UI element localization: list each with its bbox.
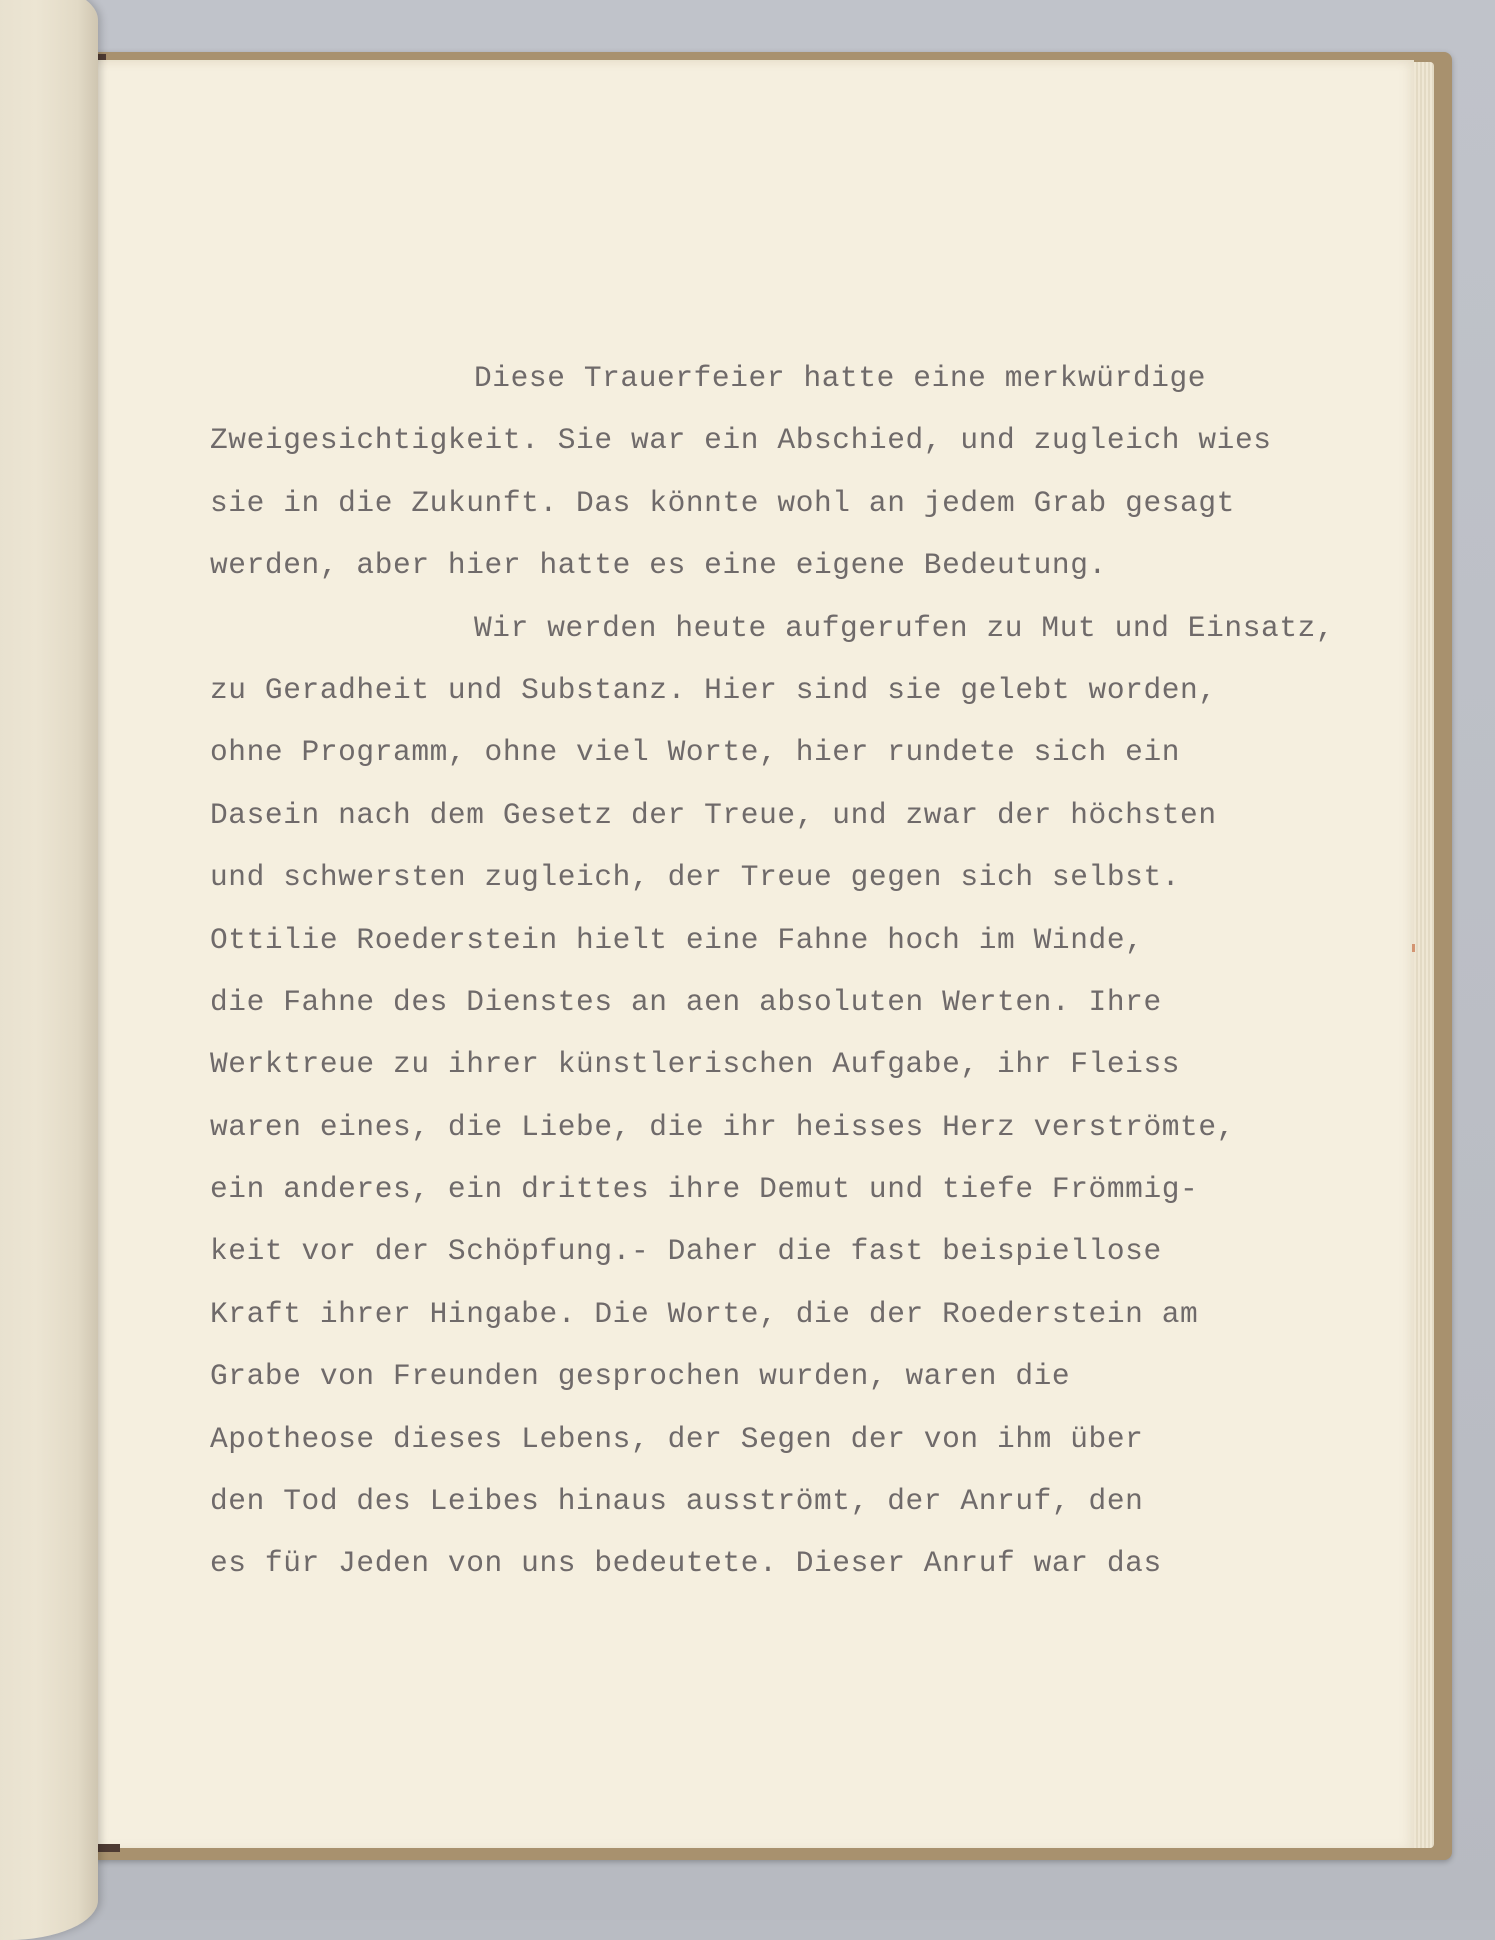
text-line: Zweigesichtigkeit. Sie war ein Abschied, und zugleich wies — [210, 423, 1272, 458]
text-line: den Tod des Leibes hinaus ausströmt, der Anruf, den — [210, 1484, 1144, 1519]
text-line: und schwersten zugleich, der Treue gegen sich selbst. — [210, 860, 1181, 895]
text-line: Diese Trauerfeier hatte eine merkwürdige — [474, 361, 1207, 395]
text-line: ein anderes, ein drittes ihre Demut und tiefe Frömmig- — [210, 1172, 1199, 1207]
text-line: Apotheose dieses Lebens, der Segen der von ihm über — [210, 1421, 1144, 1456]
text-line: Dasein nach dem Gesetz der Treue, und zwar der höchsten — [210, 797, 1217, 832]
text-line: keit vor der Schöpfung.- Daher die fast beispiellose — [210, 1234, 1162, 1269]
text-line: es für Jeden von uns bedeutete. Dieser Anruf war das — [210, 1546, 1162, 1581]
typewritten-text — [210, 356, 1390, 1604]
document-page — [92, 60, 1414, 1848]
facing-page-edge — [0, 0, 98, 1940]
text-line: waren eines, die Liebe, die ihr heisses Herz verströmte, — [210, 1109, 1235, 1144]
text-line: sie in die Zukunft. Das könnte wohl an jedem Grab gesagt — [210, 485, 1235, 520]
text-line: die Fahne des Dienstes an aen absoluten Werten. Ihre — [210, 984, 1162, 1019]
text-line: werden, aber hier hatte es eine eigene Bedeutung. — [210, 548, 1107, 583]
text-line: Grabe von Freunden gesprochen wurden, waren die — [210, 1359, 1071, 1394]
paper-mark — [1412, 944, 1415, 952]
text-line: Kraft ihrer Hingabe. Die Worte, die der Roederstein am — [210, 1296, 1199, 1331]
text-line: zu Geradheit und Substanz. Hier sind sie gelebt worden, — [210, 672, 1217, 707]
text-line: ohne Programm, ohne viel Worte, hier rundete sich ein — [210, 735, 1181, 770]
text-line: Ottilie Roederstein hielt eine Fahne hoch im Winde, — [210, 922, 1144, 957]
text-line: Werktreue zu ihrer künstlerischen Aufgabe, ihr Fleiss — [210, 1047, 1181, 1082]
text-line: Wir werden heute aufgerufen zu Mut und Einsatz, — [474, 610, 1335, 645]
